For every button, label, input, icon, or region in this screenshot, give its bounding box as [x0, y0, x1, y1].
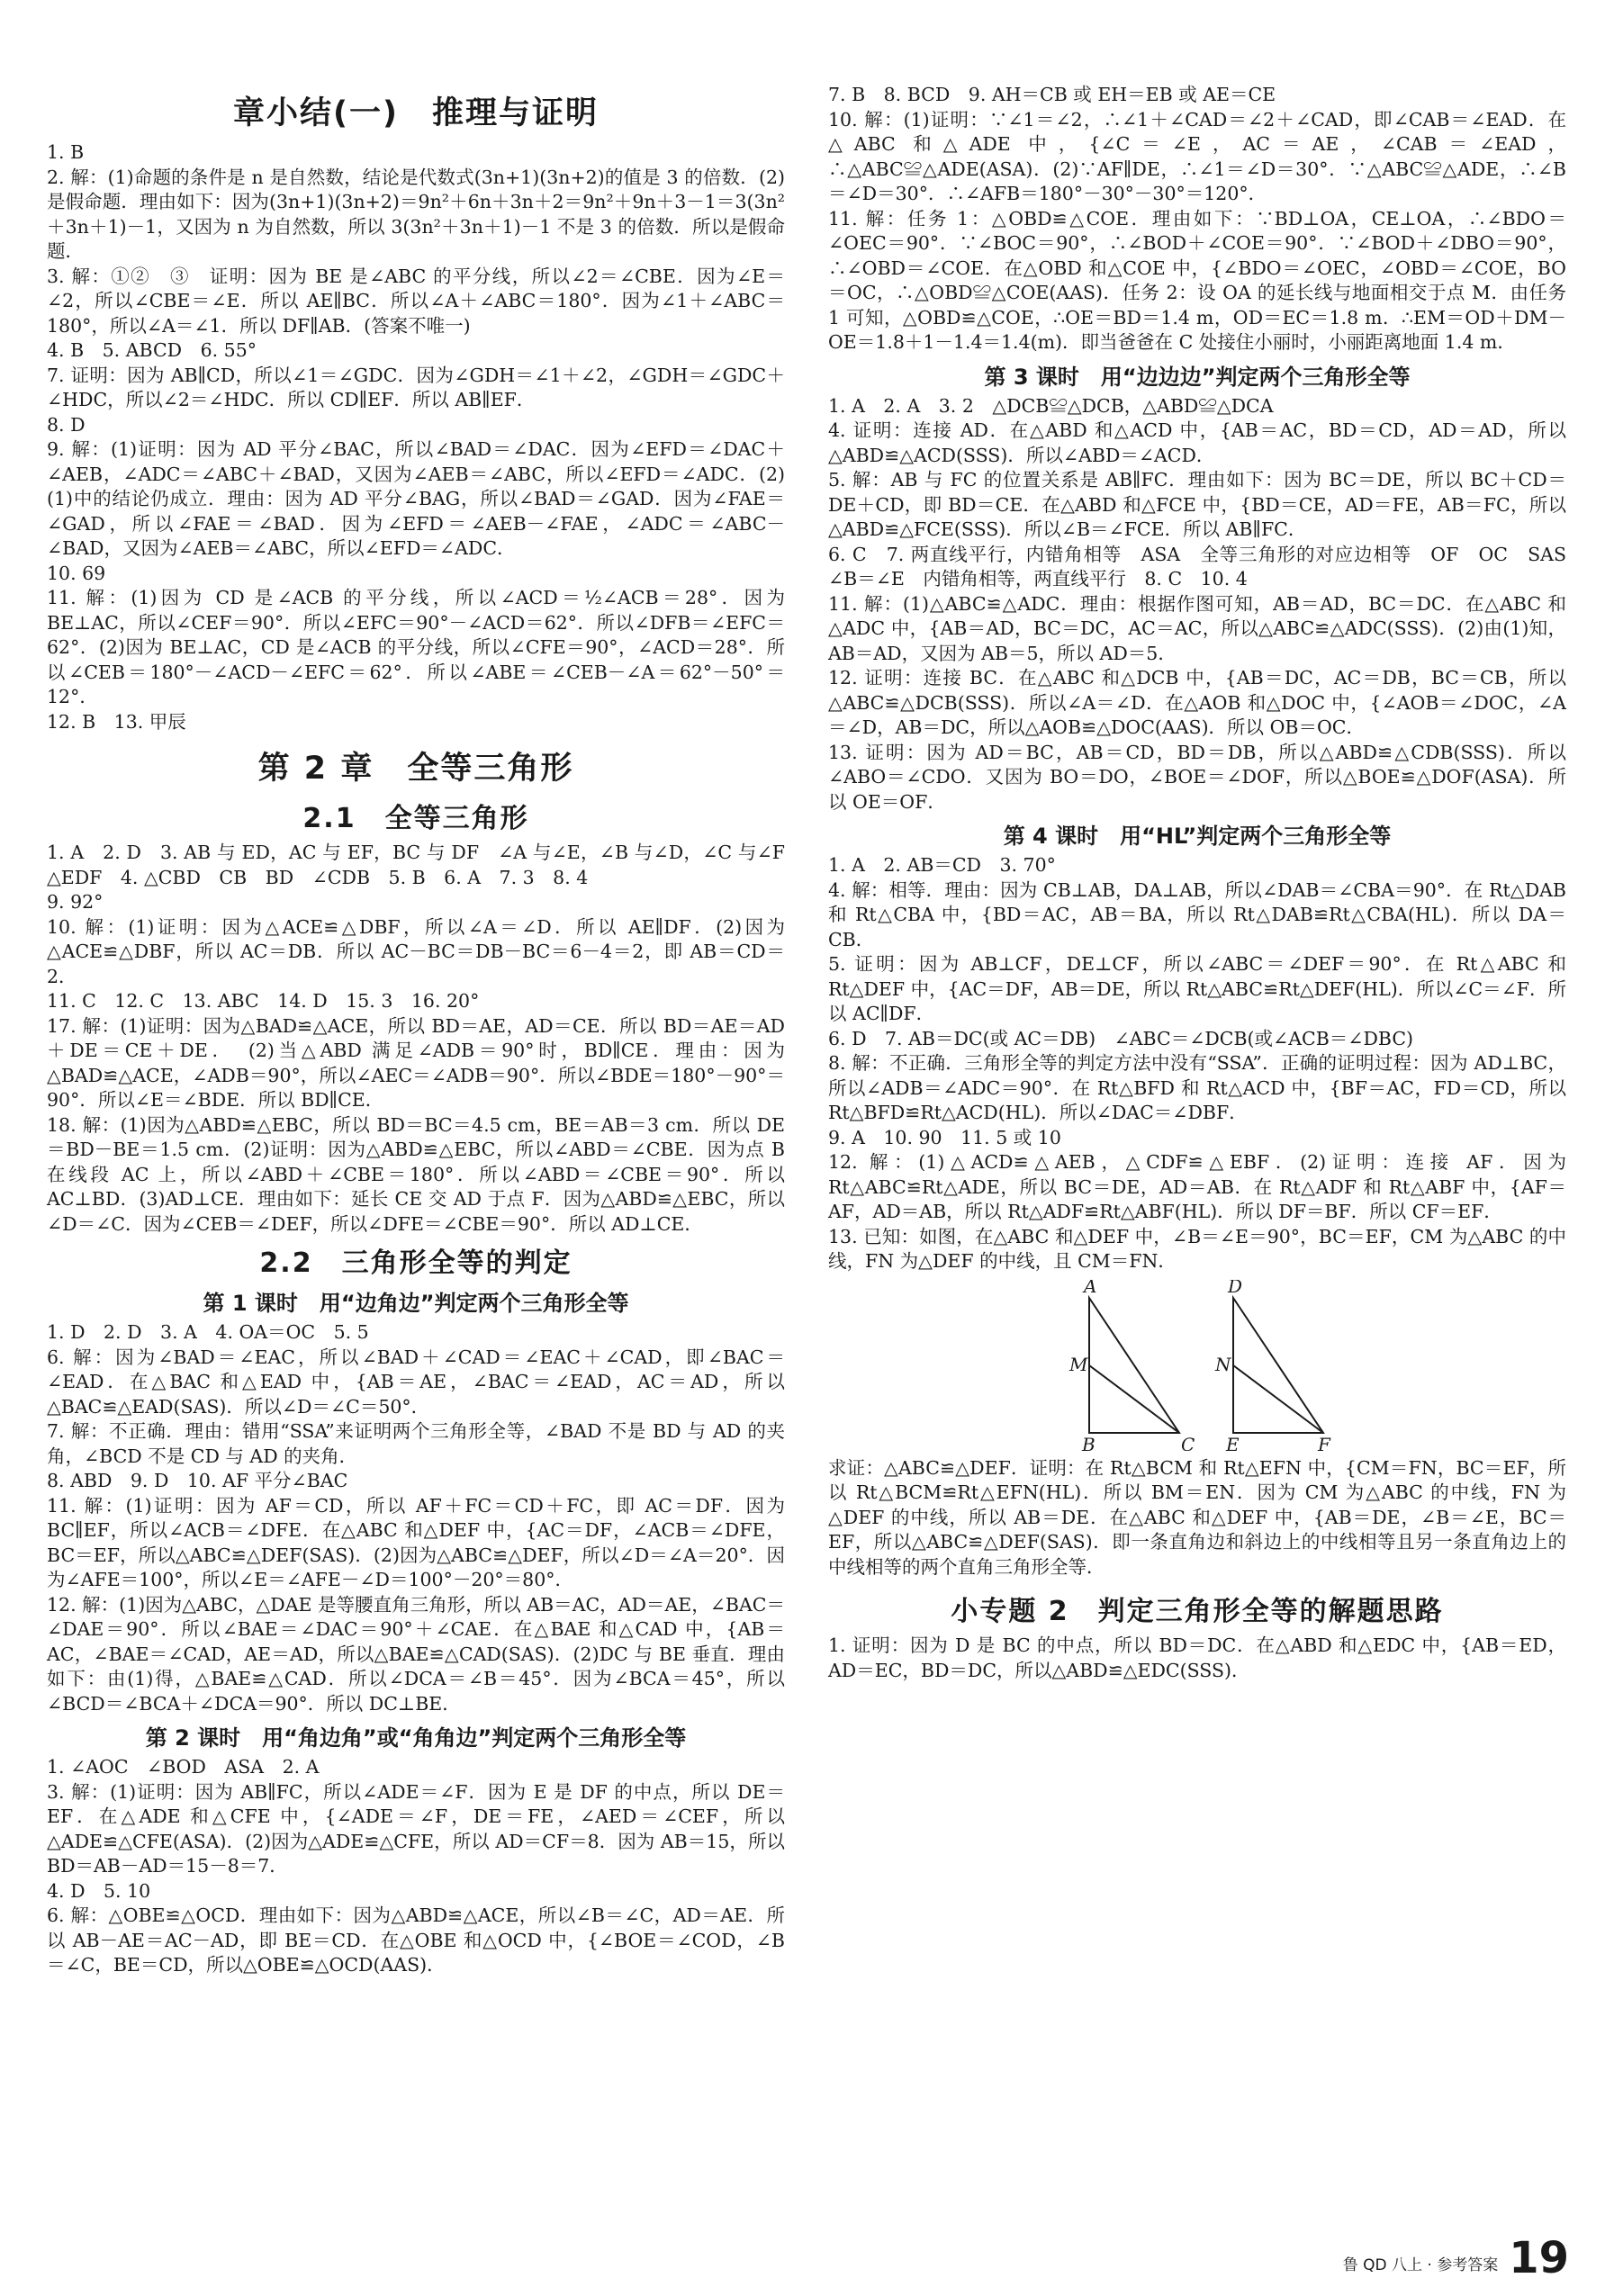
answer-item: 9. 解：(1)证明：因为 AD 平分∠BAC，所以∠BAD＝∠DAC．因为∠EFD＝∠DAC＋∠AEB，∠ADC＝∠ABC＋∠BAD，又因为∠AEB＝∠ABC，所以∠EFD＝∠ADC．(2)(1)中的结论仍成立．理由：因为 AD 平分∠BAG，所以∠BAD＝∠GAD．因为∠FAE＝∠GAD，所以∠FAE＝∠BAD．因为∠EFD＝∠AEB－∠FAE，∠ADC＝∠ABC－∠BAD，又因为∠AEB＝∠ABC，所以∠EFD＝∠ADC． — [47, 438, 785, 559]
answer-item: 1. A 2. D 3. AB 与 ED，AC 与 EF，BC 与 DF ∠A 与∠E，∠B 与∠D，∠C 与∠F △EDF 4. △CBD CB BD ∠CDB 5. B 6. A 7. 3 8. 4 — [47, 842, 804, 888]
left-column — [47, 83, 804, 1978]
answers-block — [828, 394, 1585, 815]
answer-item: 11. 解：(1)因为 CD 是∠ACB 的平分线，所以∠ACD＝½∠ACB＝28°．因为 BE⊥AC，所以∠CEF＝90°．所以∠EFC＝90°－∠ACD＝62°．所以∠DFB＝∠EFC＝62°．(2)因为 BE⊥AC，CD 是∠ACB 的平分线，所以∠CFE＝90°，∠ACD＝28°．所以∠CEB＝180°－∠ACD－∠EFC＝62°．所以∠ABE＝∠CEB－∠A＝62°－50°＝12°． — [47, 587, 785, 707]
section-heading: 章小结(一) 推理与证明 — [233, 95, 599, 131]
label-n: N — [1215, 1353, 1231, 1375]
triangle-def — [1233, 1298, 1323, 1433]
answer-item: 6. D 7. AB＝DC(或 AC＝DB) ∠ABC＝∠DCB(或∠ACB＝∠DBC) — [828, 1027, 1414, 1049]
answers-block — [47, 841, 804, 1237]
answers-block — [828, 83, 1566, 356]
answer-item: 18. 解：(1)因为△ABD≌△EBC，所以 BD＝BC＝4.5 cm，BE＝AB＝3 cm．所以 DE＝BD－BE＝1.5 cm．(2)证明：因为△ABD≌△EBC，所以∠ABD＝∠CBE．因为点 B 在线段 AC 上，所以∠ABD＋∠CBE＝180°．所以∠ABD＝∠CBE＝90°．所以 AC⊥BD．(3)AD⊥CE．理由如下：延长 CE 交 AD 于点 F．因为△ABD≌△EBC，所以∠D＝∠C．因为∠CEB＝∠DEF，所以∠DFE＝∠CBE＝90°．所以 AD⊥CE． — [47, 1113, 785, 1235]
label-c: C — [1181, 1433, 1195, 1451]
page-number: 19 — [1509, 2233, 1569, 2283]
median-cm — [1089, 1365, 1179, 1433]
answer-item: 5. 解：AB 与 FC 的位置关系是 AB∥FC．理由如下：因为 BC＝DE，所以 BC＋CD＝DE＋CD，即 BD＝CE．在△ABD 和△FCE 中，{BD＝CE，AD＝FE，AB＝FC，所以△ABD≌△FCE(SSS)．所以∠B＝∠FCE．所以 AB∥FC． — [828, 469, 1566, 540]
answer-item: 6. 解：△OBE≌△OCD．理由如下：因为△ABD≌△ACE，所以∠B＝∠C，AD＝AE．所以 AB－AE＝AC－AD，即 BE＝CD．在△OBE 和△OCD 中，{∠BOE＝∠COD，∠B＝∠C，BE＝CD，所以△OBE≌△OCD(AAS)． — [47, 1904, 785, 1976]
answer-item: 2. 解：(1)命题的条件是 n 是自然数，结论是代数式(3n+1)(3n+2)的值是 3 的倍数．(2)是假命题．理由如下：因为(3n+1)(3n+2)＝9n²＋6n＋3n＋2＝9n²＋9n＋3－1＝3(3n²＋3n＋1)－1，又因为 n 为自然数，所以 3(3n²＋3n＋1)－1 不是 3 的倍数．所以是假命题． — [47, 166, 785, 262]
answer-item: 7. B 8. BCD 9. AH＝CB 或 EH＝EB 或 AE＝CE — [828, 84, 1276, 105]
label-f: F — [1318, 1433, 1330, 1451]
label-e: E — [1226, 1433, 1240, 1451]
answer-item: 9. 92° — [47, 891, 104, 913]
answer-item: 10. 69 — [47, 562, 106, 584]
answer-item: 10. 解：(1)证明：∵∠1＝∠2，∴∠1＋∠CAD＝∠2＋∠CAD，即∠CAB＝∠EAD．在△ABC 和△ADE 中，{∠C＝∠E，AC＝AE，∠CAB＝∠EAD，∴△ABC≌△ADE(ASA)．(2)∵AF∥DE，∴∠1＝∠D＝30°．∵△ABC≌△ADE，∴∠B＝∠D＝30°．∴∠AFB＝180°－30°－30°＝120°． — [828, 108, 1566, 204]
footer-label: 鲁 QD 八上 · 参考答案 — [1342, 2256, 1499, 2274]
section-heading: 小专题 2 判定三角形全等的解题思路 — [951, 1596, 1444, 1627]
answer-item: 12. 证明：连接 BC．在△ABC 和△DCB 中，{AB＝DC，AC＝DB，BC＝CB，所以△ABC≌△DCB(SSS)．所以∠A＝∠D．在△AOB 和△DOC 中，{∠AOB＝∠DOC，∠A＝∠D，AB＝DC，所以△AOB≌△DOC(AAS)．所以 OB＝OC． — [828, 667, 1566, 738]
triangle-abc — [1089, 1298, 1179, 1433]
answer-item: 1. B — [47, 141, 85, 163]
answers-block — [828, 1456, 1566, 1580]
label-m: M — [1069, 1353, 1088, 1375]
answer-item: 8. 解：不正确．三角形全等的判定方法中没有“SSA”．正确的证明过程：因为 AD⊥BC，所以∠ADB＝∠ADC＝90°．在 Rt△BFD 和 Rt△ACD 中，{BF＝AC，FD＝CD，所以 Rt△BFD≌Rt△ACD(HL)．所以∠DAC＝∠DBF． — [828, 1052, 1566, 1123]
section-heading: 2.1 全等三角形 — [302, 803, 529, 834]
answer-item: 4. B 5. ABCD 6. 55° — [47, 339, 257, 361]
section-heading: 2.2 三角形全等的判定 — [259, 1247, 573, 1279]
answer-item: 11. 解：(1)△ABC≌△ADC．理由：根据作图可知，AB＝AD，BC＝DC．在△ABC 和△ADC 中，{AB＝AD，BC＝DC，AC＝AC，所以△ABC≌△ADC(SSS)．(2)由(1)知，AB＝AD，又因为 AB＝5，所以 AD＝5． — [828, 592, 1566, 664]
page-footer — [1342, 2233, 1569, 2283]
answer-item: 10. 解：(1)证明：因为△ACE≌△DBF，所以∠A＝∠D．所以 AE∥DF．(2)因为△ACE≌△DBF，所以 AC＝DB．所以 AC－BC＝DB－BC＝6－4＝2，即 AB＝CD＝2． — [47, 915, 785, 987]
lesson-heading: 第 1 课时 用“边角边”判定两个三角形全等 — [203, 1291, 629, 1316]
answer-item: 7. 证明：因为 AB∥CD，所以∠1＝∠GDC．因为∠GDH＝∠1＋∠2，∠GDH＝∠GDC＋∠HDC，所以∠2＝∠HDC．所以 CD∥EF．所以 AB∥EF． — [47, 364, 785, 410]
lesson-heading: 第 2 课时 用“角边角”或“角角边”判定两个三角形全等 — [145, 1725, 687, 1751]
answers-block — [828, 1634, 1566, 1683]
answer-item: 1. A 2. AB＝CD 3. 70° — [828, 854, 1056, 876]
answer-item: 11. 解：任务 1：△OBD≌△COE．理由如下：∵BD⊥OA，CE⊥OA，∴∠BDO＝∠OEC＝90°．∵∠BOC＝90°，∴∠BOD＋∠COE＝90°．∵∠BOD＋∠DBO＝90°，∴∠OBD＝∠COE．在△OBD 和△COE 中，{∠BDO＝∠OEC，∠OBD＝∠COE，BO＝OC，∴△OBD≌△COE(AAS)．任务 2：设 OA 的延长线与地面相交于点 M．由任务 1 可知，△OBD≌△COE，∴OE＝BD＝1.4 m，OD＝EC＝1.8 m．∴EM＝OD＋DM－OE＝1.8＋1－1.4＝1.4(m)．即当爸爸在 C 处接住小丽时，小丽距离地面 1.4 m． — [828, 207, 1566, 353]
answer-item: 7. 解：不正确．理由：错用“SSA”来证明两个三角形全等，∠BAD 不是 BD 与 AD 的夹角，∠BCD 不是 CD 与 AD 的夹角． — [47, 1420, 785, 1467]
answer-item: 11. C 12. C 13. ABC 14. D 15. 3 16. 20° — [47, 990, 480, 1012]
answer-item: 8. ABD 9. D 10. AF 平分∠BAC — [47, 1470, 348, 1491]
answer-item: 12. B 13. 甲辰 — [47, 710, 186, 733]
answer-item: 6. 解：因为∠BAD＝∠EAC，所以∠BAD＋∠CAD＝∠EAC＋∠CAD，即∠BAC＝∠EAD．在△BAC 和△EAD 中，{AB＝AE，∠BAC＝∠EAD，AC＝AD，所以△BAC≌△EAD(SAS)．所以∠D＝∠C＝50°． — [47, 1346, 785, 1418]
answer-item: 13. 已知：如图，在△ABC 和△DEF 中，∠B＝∠E＝90°，BC＝EF，CM 为△ABC 的中线，FN 为△DEF 的中线，且 CM＝FN． — [828, 1225, 1566, 1272]
answer-item: 1. A 2. A 3. 2 △DCB≌△DCB，△ABD≌△DCA — [828, 394, 1274, 417]
answer-item: 5. 证明：因为 AB⊥CF，DE⊥CF，所以∠ABC＝∠DEF＝90°．在 Rt△ABC 和 Rt△DEF 中，{AC＝DF，AB＝DE，所以 Rt△ABC≌Rt△DEF(HL)．所以∠C＝∠F．所以 AC∥DF． — [828, 953, 1566, 1024]
answers-block — [828, 853, 1566, 1274]
answer-item: 3. 解：①② ③ 证明：因为 BE 是∠ABC 的平分线，所以∠2＝∠CBE．因为∠E＝∠2，所以∠CBE＝∠E．所以 AE∥BC．所以∠A＋∠ABC＝180°．因为∠1＋∠ABC＝180°，所以∠A＝∠1．所以 DF∥AB．(答案不唯一) — [47, 265, 785, 337]
answer-item: 11. 解：(1)证明：因为 AF＝CD，所以 AF＋FC＝CD＋FC，即 AC＝DF．因为 BC∥EF，所以∠ACB＝∠DFE．在△ABC 和△DEF 中，{AC＝DF，∠ACB＝∠DFE，BC＝EF，所以△ABC≌△DEF(SAS)．(2)因为△ABC≌△DEF，所以∠D＝∠A＝20°．因为∠AFE＝100°，所以∠E＝∠AFE－∠D＝100°－20°＝80°． — [47, 1494, 785, 1590]
label-a: A — [1084, 1279, 1097, 1297]
answer-item: 12. 解：(1)因为△ABC，△DAE 是等腰直角三角形，所以 AB＝AC，AD＝AE，∠BAC＝∠DAE＝90°．所以∠BAE＝∠DAC＝90°＋∠CAE．在△BAE 和△CAD 中，{AB＝AC，∠BAE＝∠CAD，AE＝AD，所以△BAE≌△CAD(SAS)．(2)DC 与 BE 垂直．理由如下：由(1)得，△BAE≌△CAD．所以∠DCA＝∠B＝45°．因为∠BCA＝45°，所以∠BCD＝∠BCA＋∠DCA＝90°．所以 DC⊥BE． — [47, 1593, 785, 1715]
answer-item: 6. C 7. 两直线平行，内错角相等 ASA 全等三角形的对应边相等 OF OC SAS ∠B＝∠E 内错角相等，两直线平行 8. C 10. 4 — [828, 543, 1585, 590]
chapter-heading: 第 2 章 全等三角形 — [257, 751, 574, 787]
median-fn — [1233, 1365, 1323, 1433]
answer-item: 13. 证明：因为 AD＝BC，AB＝CD，BD＝DB，所以△ABD≌△CDB(SSS)．所以∠ABO＝∠CDO．又因为 BO＝DO，∠BOE＝∠DOF，所以△BOE≌△DOF(ASA)．所以 OE＝OF． — [828, 741, 1566, 813]
lesson-heading: 第 3 课时 用“边边边”判定两个三角形全等 — [984, 364, 1411, 390]
answer-item: 12. 解：(1)△ACD≌△AEB，△CDF≌△EBF．(2)证明：连接 AF．因为 Rt△ABC≌Rt△ADE，所以 BC＝DE，AD＝AB．在 Rt△ADF 和 Rt△ABF 中，{AF＝AF，AD＝AB，所以 Rt△ADF≌Rt△ABF(HL)．所以 DF＝BF．所以 CF＝EF． — [828, 1151, 1566, 1222]
right-column — [828, 83, 1585, 1683]
answer-item: 1. D 2. D 3. A 4. OA＝OC 5. 5 — [47, 1321, 369, 1343]
answer-item: 求证：△ABC≌△DEF．证明：在 Rt△BCM 和 Rt△EFN 中，{CM＝FN，BC＝EF，所以 Rt△BCM≌Rt△EFN(HL)．所以 BM＝EN．因为 CM 为△ABC 的中线，FN 为△DEF 的中线，所以 AB＝DE．在△ABC 和△DEF 中，{AB＝DE，∠B＝∠E，BC＝EF，所以△ABC≌△DEF(SAS)．即一条直角边和斜边上的中线相等且另一条直角边上的中线相等的两个直角三角形全等． — [828, 1456, 1566, 1578]
answer-item: 3. 解：(1)证明：因为 AB∥FC，所以∠ADE＝∠F．因为 E 是 DF 的中点，所以 DE＝EF．在△ADE 和△CFE 中，{∠ADE＝∠F，DE＝FE，∠AED＝∠CEF，所以△ADE≌△CFE(ASA)．(2)因为△ADE≌△CFE，所以 AD＝CF＝8．因为 AB＝15，所以 BD＝AB－AD＝15－8＝7． — [47, 1780, 785, 1877]
triangles-figure — [1062, 1280, 1332, 1451]
lesson-heading: 第 4 课时 用“HL”判定两个三角形全等 — [1003, 824, 1392, 849]
answer-item: 1. 证明：因为 D 是 BC 的中点，所以 BD＝DC．在△ABD 和△EDC 中，{AB＝ED，AD＝EC，BD＝DC，所以△ABD≌△EDC(SSS)． — [828, 1634, 1566, 1681]
answer-item: 4. 解：相等．理由：因为 CB⊥AB，DA⊥AB，所以∠DAB＝∠CBA＝90°．在 Rt△DAB 和 Rt△CBA 中，{BD＝AC，AB＝BA，所以 Rt△DAB≌Rt△CBA(HL)．所以 DA＝CB． — [828, 878, 1566, 950]
label-b: B — [1082, 1433, 1096, 1451]
label-d: D — [1228, 1279, 1243, 1297]
answer-item: 4. D 5. 10 — [47, 1879, 151, 1902]
answer-item: 9. A 10. 90 11. 5 或 10 — [828, 1126, 1061, 1148]
answers-block — [47, 1755, 785, 1978]
answer-item: 1. ∠AOC ∠BOD ASA 2. A — [47, 1756, 320, 1778]
answer-item: 17. 解：(1)证明：因为△BAD≌△ACE，所以 BD＝AE，AD＝CE．所以 BD＝AE＝AD＋DE＝CE＋DE． (2)当△ABD 满足∠ADB＝90°时，BD∥CE．理由：因为△BAD≌△ACE，∠ADB＝90°，所以∠AEC＝∠ADB＝90°．所以∠BDE＝180°－90°＝90°．所以∠E＝∠BDE．所以 BD∥CE． — [47, 1014, 785, 1111]
answers-block — [47, 140, 785, 734]
answers-block — [47, 1320, 785, 1716]
answer-item: 8. D — [47, 413, 86, 436]
answer-item: 4. 证明：连接 AD．在△ABD 和△ACD 中，{AB＝AC，BD＝CD，AD＝AD，所以△ABD≌△ACD(SSS)．所以∠ABD＝∠ACD． — [828, 419, 1566, 466]
